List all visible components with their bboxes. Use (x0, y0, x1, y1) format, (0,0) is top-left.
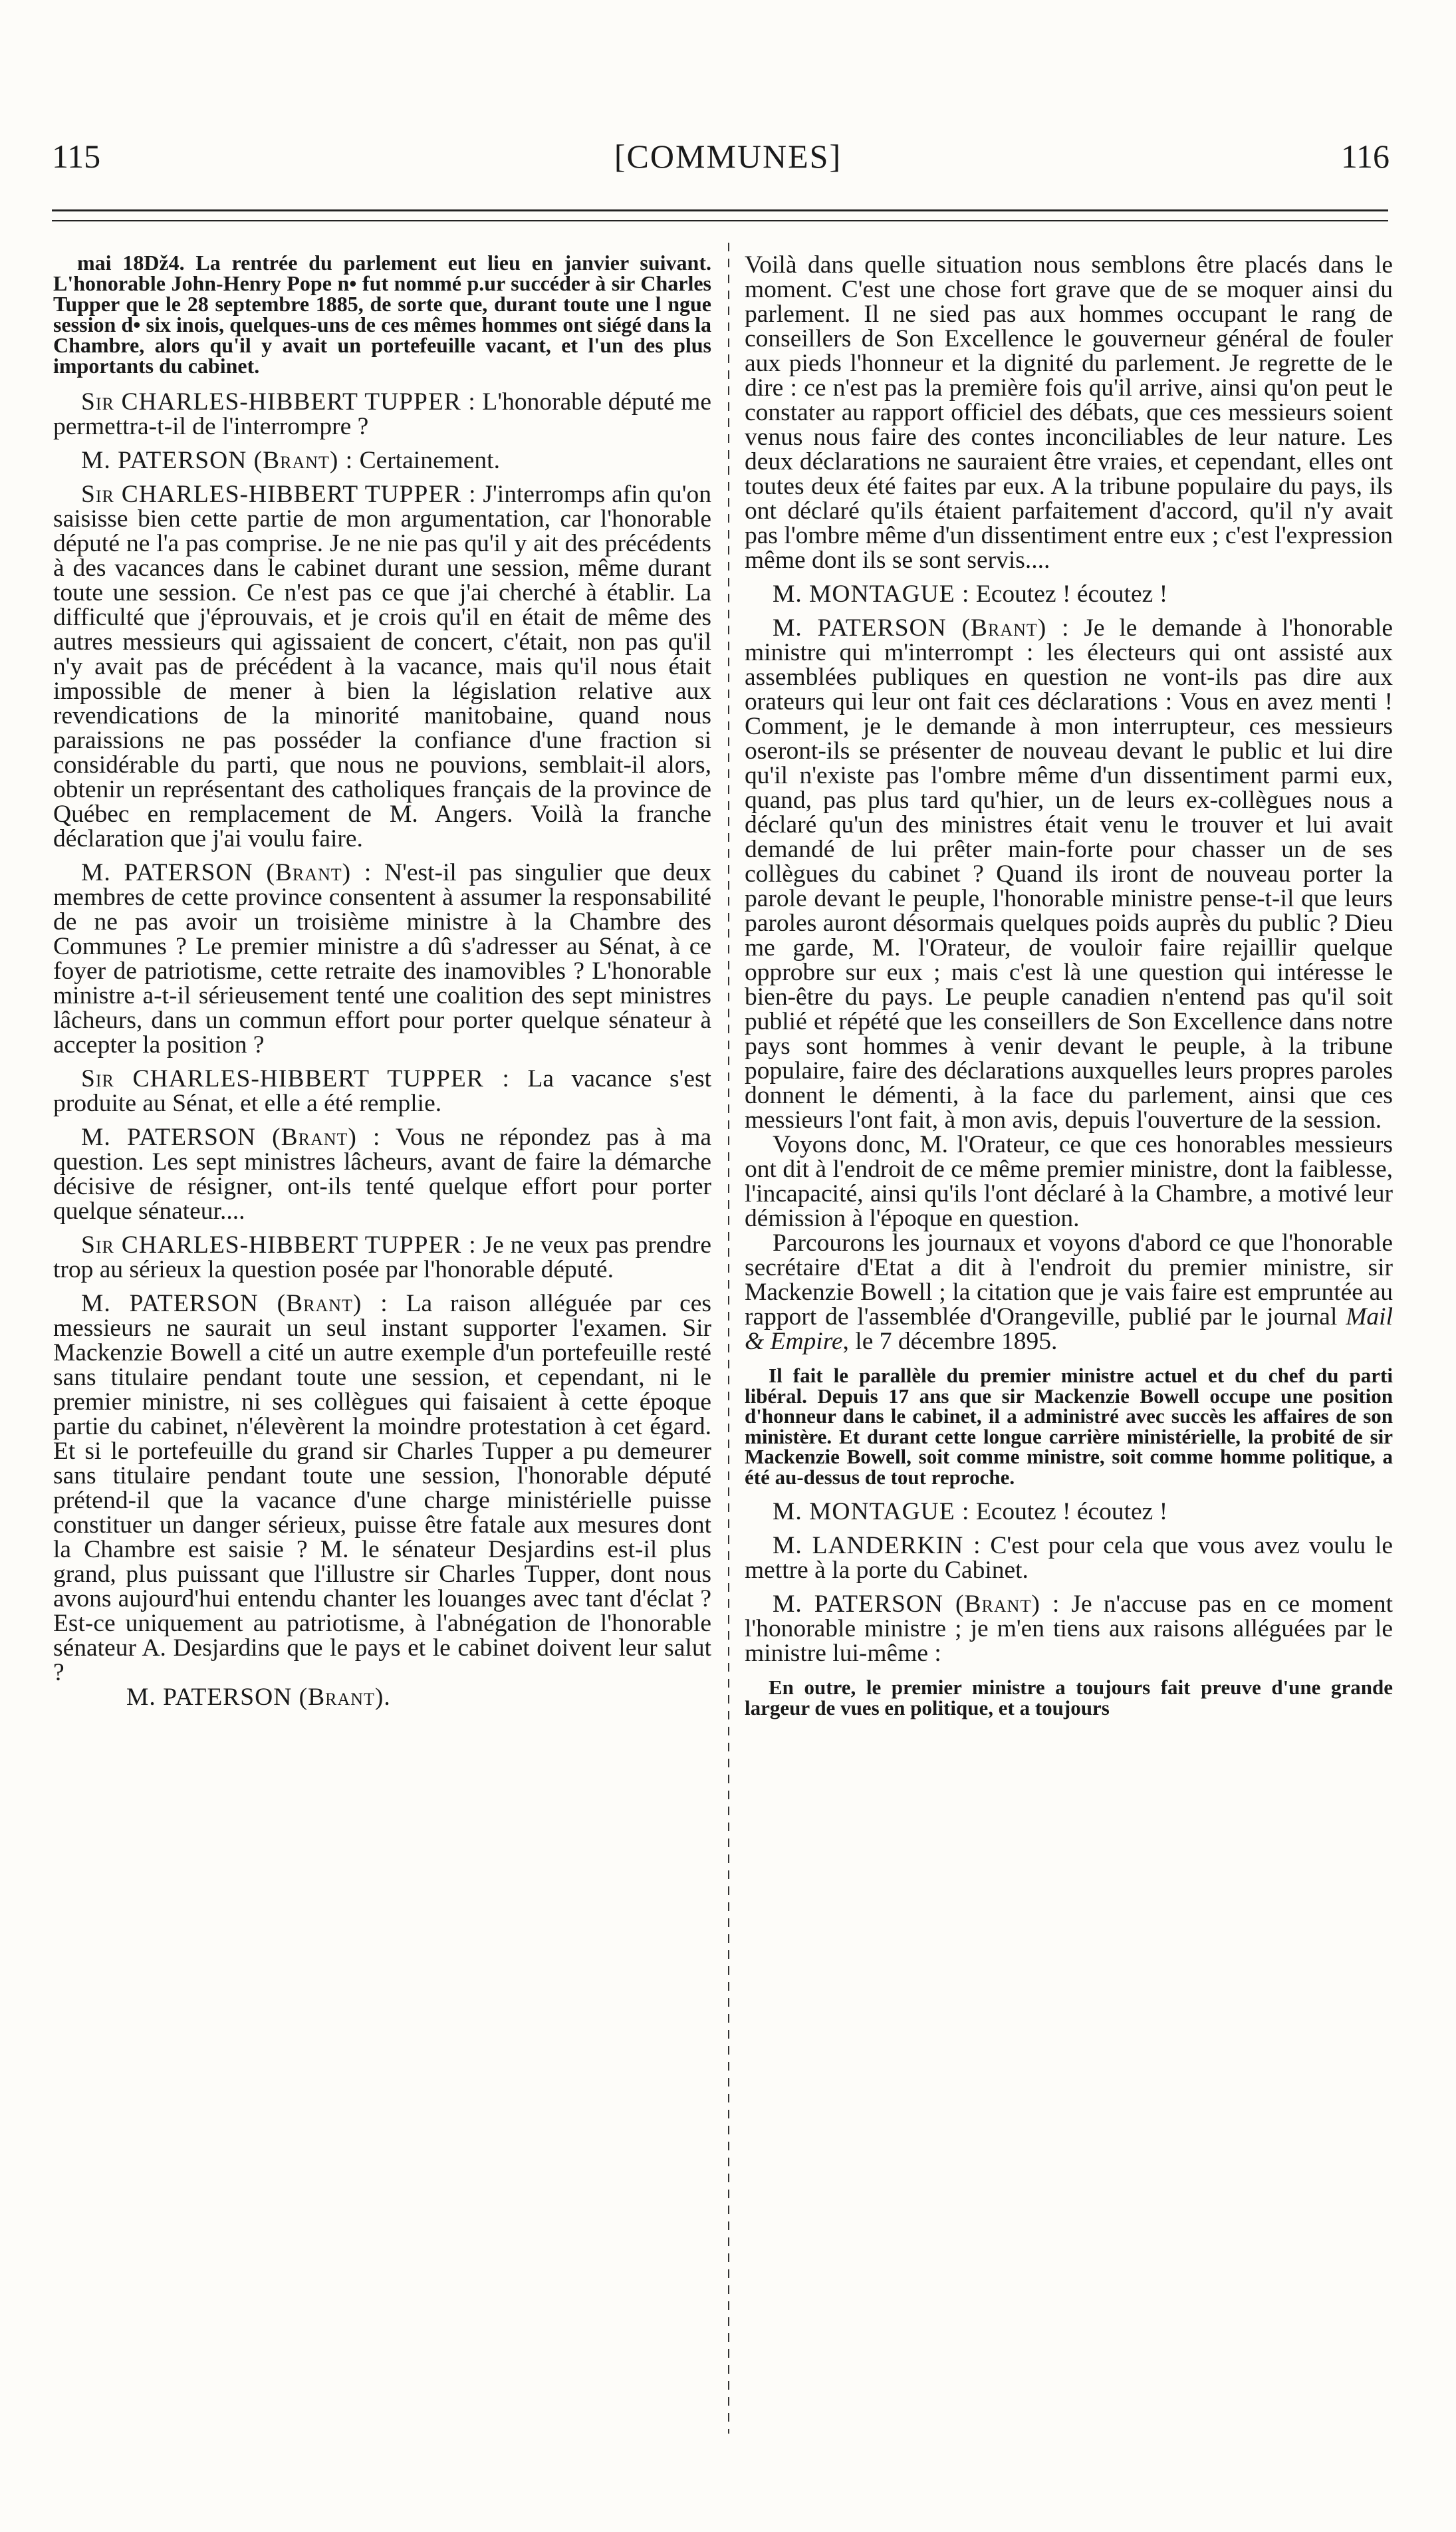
paragraph (53, 482, 711, 851)
page-title: [COMMUNES] (614, 138, 842, 175)
page-header (0, 0, 1456, 199)
speech-text: Je n'accuse pas en ce moment l'honorable ministre ; je m'en tiens aux raisons alléguées par le ministre lui-même : (745, 1590, 1393, 1667)
speech-text: Vous ne répondez pas à ma question. Les sept ministres lâcheurs, avant de faire la démarche décisive de résigner, ont-ils tenté quelque effort pour porter quelque sénateur.... (53, 1124, 711, 1225)
paragraph (53, 1067, 711, 1116)
signature-line (53, 1685, 711, 1709)
paragraph (745, 1533, 1393, 1582)
speaker-name: M. MONTAGUE : (773, 580, 970, 608)
paragraph (53, 448, 711, 473)
column-divider (728, 243, 729, 2434)
speech-text: Je ne veux pas prendre trop au sérieux la question posée par l'honorable député. (53, 1231, 711, 1283)
paragraph (745, 1499, 1393, 1524)
quotation: Il fait le parallèle du premier ministre actuel et du chef du parti libéral. Depuis 17 ans que sir Mackenzie Bowell occupe une position d'honneur dans le cabinet, il a administré avec succès les affaires de son ministère. Et durant cette longue carrière ministérielle, la probité de sir Mackenzie Bowell, soit comme ministre, soit comme homme politique, a été au-dessus de tout reproche. (745, 1364, 1393, 1489)
speech-text: Certainement. (359, 447, 500, 474)
speech-text: Ecoutez ! écoutez ! (975, 1498, 1168, 1525)
speaker-name: M. PATERSON (Brant) : (81, 859, 372, 886)
paragraph (745, 616, 1393, 1132)
speaker-name: M. LANDERKIN : (773, 1532, 981, 1559)
signature: M. PATERSON (Brant). (126, 1684, 391, 1711)
paragraph (53, 1291, 711, 1685)
paragraph-intro: mai 18ǅ4. La rentrée du parlement eut lieu en janvier suivant. L'honorable John-Henry Pope n• fut nommé p.ur succéder à sir Charles Tupper que le 28 septembre 1885, de sorte que, durant toute une l ngue session d• six inois, quelques-uns de ces mêmes hommes ont siégé dans la Chambre, alors qu'il y avait un portefeuille vacant, et l'un des plus importants du cabinet. (53, 253, 711, 378)
speech-text: La vacance s'est produite au Sénat, et elle a été remplie. (53, 1065, 711, 1117)
speaker-name: M. MONTAGUE : (773, 1498, 970, 1525)
speech-text: L'honorable député me permettra-t-il de l'interrompre ? (53, 388, 711, 440)
speech-text: , le 7 décembre 1895. (842, 1328, 1058, 1355)
paragraph (745, 1592, 1393, 1666)
page-number-right: 116 (1340, 138, 1390, 175)
speech-text: J'interromps afin qu'on saisisse bien cette partie de mon argumentation, car l'honorable député ne l'a pas comprise. Je ne nie pas qu'il y ait des précédents à des vacances dans le cabinet durant une session, même durant toute une session. Ce n'est pas ce que j'ai cherché à établir. La difficulté que j'éprouvais, et je crois qu'il en était de même des autres messieurs qui agissaient de concert, c'était, non pas qu'il n'y avait pas de précédent à la vacance, mais qu'il nous était impossible de mener à bien la législation relative aux revendications de la minorité manitobaine, quand nous paraissions ne pas posséder la confiance d'une fraction si considérable du parti, que nous ne pouvions, semblait-il alors, obtenir un représentant des catholiques français de la province de Québec en remplacement de M. Angers. Voilà la franche déclaration que j'ai voulu faire. (53, 481, 711, 852)
speaker-name: Sir CHARLES-HIBBERT TUPPER : (81, 481, 477, 508)
paragraph (53, 860, 711, 1057)
header-rule-top (52, 209, 1388, 211)
speaker-name: M. PATERSON (Brant) : (81, 1124, 381, 1151)
paragraph (53, 1233, 711, 1282)
speech-text: C'est pour cela que vous avez voulu le mettre à la porte du Cabinet. (745, 1532, 1393, 1584)
quotation: En outre, le premier ministre a toujours fait preuve d'une grande largeur de vues en politique, et a toujours (745, 1676, 1393, 1719)
right-column (745, 253, 1393, 2473)
page-number-left: 115 (52, 138, 101, 175)
speaker-name: M. PATERSON (Brant) : (81, 447, 354, 474)
paragraph: Voyons donc, M. l'Orateur, ce que ces honorables messieurs ont dit à l'endroit de ce même premier ministre, dont la faiblesse, l'incapacité, ainsi qu'ils l'ont déclaré à la Chambre, a motivé leur démission à l'époque en question. (745, 1131, 1393, 1232)
paragraph (53, 390, 711, 439)
speech-text: N'est-il pas singulier que deux membres de cette province consentent à assumer la responsabilité de ne pas avoir un troisième ministre à la Chambre des Communes ? Le premier ministre a dû s'adresser au Sénat, à ce foyer de patriotisme, cette retraite des inamovibles ? L'honorable ministre a-t-il sérieusement tenté une coalition des sept ministres lâcheurs, dans un commun effort pour porter quelque sénateur à accepter la position ? (53, 859, 711, 1059)
speaker-name: Sir CHARLES-HIBBERT TUPPER : (81, 388, 476, 416)
speaker-name: M. PATERSON (Brant) : (773, 614, 1070, 642)
paragraph (53, 1125, 711, 1223)
speech-text: Je le demande à l'honorable ministre qui m'interrompt : les électeurs qui ont assisté aux assemblées publiques en question ne vont-ils pas dire aux orateurs qui leur ont fait ces déclarations : Vous en avez menti ! Comment, je le demande à mon interrupteur, ces messieurs oseront-ils se présenter de nouveau devant le public et lui dire qu'il n'existe pas l'ombre même d'un dissentiment parmi eux, quand, pas plus tard qu'hier, un de leurs ex-collègues nous a déclaré qu'un des ministres était venu le trouver et lui avait demandé de lui prêter main-forte pour chasser un de ses collègues du cabinet ? Quand ils iront de nouveau porter la parole devant le peuple, l'honorable ministre pense-t-il que leurs paroles auront désormais quelques poids auprès du public ? Dieu me garde, M. l'Orateur, de vouloir faire rejaillir quelque opprobre sur eux ; mais c'est là une question qui intéresse le bien-être du pays. Le peuple canadien n'entend pas qu'il soit publié et répété que les conseillers de Son Excellence dans notre pays sont hommes à venir devant le peuple, à la tribune populaire, faire des déclarations auxquelles leurs propres paroles donnent le démenti, à la face du parlement, ainsi que ces messieurs l'ont fait, à mon avis, depuis l'ouverture de la session. (745, 614, 1393, 1134)
speech-text: La raison alléguée par ces messieurs ne saurait un seul instant supporter l'examen. Sir Mackenzie Bowell a cité un autre exemple d'un portefeuille resté sans titulaire pendant toute une session, et cependant, ni le premier ministre, ni ses collègues qui faisaient à cette époque partie du cabinet, n'élevèrent la moindre protestation à cet égard. Et si le portefeuille du grand sir Charles Tupper a pu demeurer sans titulaire pendant toute une session, l'honorable député prétend-il que la vacance d'une charge ministérielle puisse constituer un danger sérieux, puisse être fatale aux mesures dont la Chambre est saisie ? M. le sénateur Desjardins est-il plus grand, plus puissant que l'illustre sir Charles Tupper, dont nous avons aujourd'hui entendu chanter les louanges avec tant d'éclat ? Est-ce uniquement au patriotisme, à l'abnégation de l'honorable sénateur A. Desjardins que le pays et le cabinet doivent leur salut ? (53, 1290, 711, 1686)
speaker-name: Sir CHARLES-HIBBERT TUPPER : (81, 1231, 477, 1259)
paragraph (745, 1231, 1393, 1354)
left-column (53, 253, 711, 2473)
paragraph: Voilà dans quelle situation nous semblons être placés dans le moment. C'est une chose fort grave que de se moquer ainsi du parlement. Il ne sied pas aux hommes occupant le rang de conseillers de Son Excellence le gouverneur général de fouler aux pieds l'honneur et la dignité du parlement. Je regrette de le dire : ce n'est pas la première fois qu'il arrive, ainsi qu'on peut le constater au rapport officiel des débats, que ces messieurs soient venus nous faire des contes inconciliables de leur nature. Les deux déclarations ne sauraient être vraies, et cependant, elles ont toutes deux été faites par eux. A la tribune populaire du pays, ils ont déclaré qu'ils étaient parfaitement d'accord, qu'il n'y avait pas l'ombre même d'un dissentiment entre eux ; c'est l'expression même dont ils se sont servis.... (745, 253, 1393, 574)
newspaper-title: Mail & Empire (745, 1303, 1393, 1355)
speech-text: Parcourons les journaux et voyons d'abord ce que l'honorable secrétaire d'Etat a dit à l'endroit du premier ministre, sir Mackenzie Bowell ; la citation que je vais faire est empruntée au rapport de l'assemblée d'Orangeville, publié par le journal (745, 1229, 1393, 1330)
speaker-name: Sir CHARLES-HIBBERT TUPPER : (81, 1065, 510, 1092)
speaker-name: M. PATERSON (Brant) : (773, 1590, 1060, 1618)
speaker-name: M. PATERSON (Brant) : (81, 1290, 388, 1317)
speech-text: Ecoutez ! écoutez ! (975, 580, 1168, 608)
header-rule-bottom (52, 220, 1388, 221)
paragraph (745, 582, 1393, 606)
